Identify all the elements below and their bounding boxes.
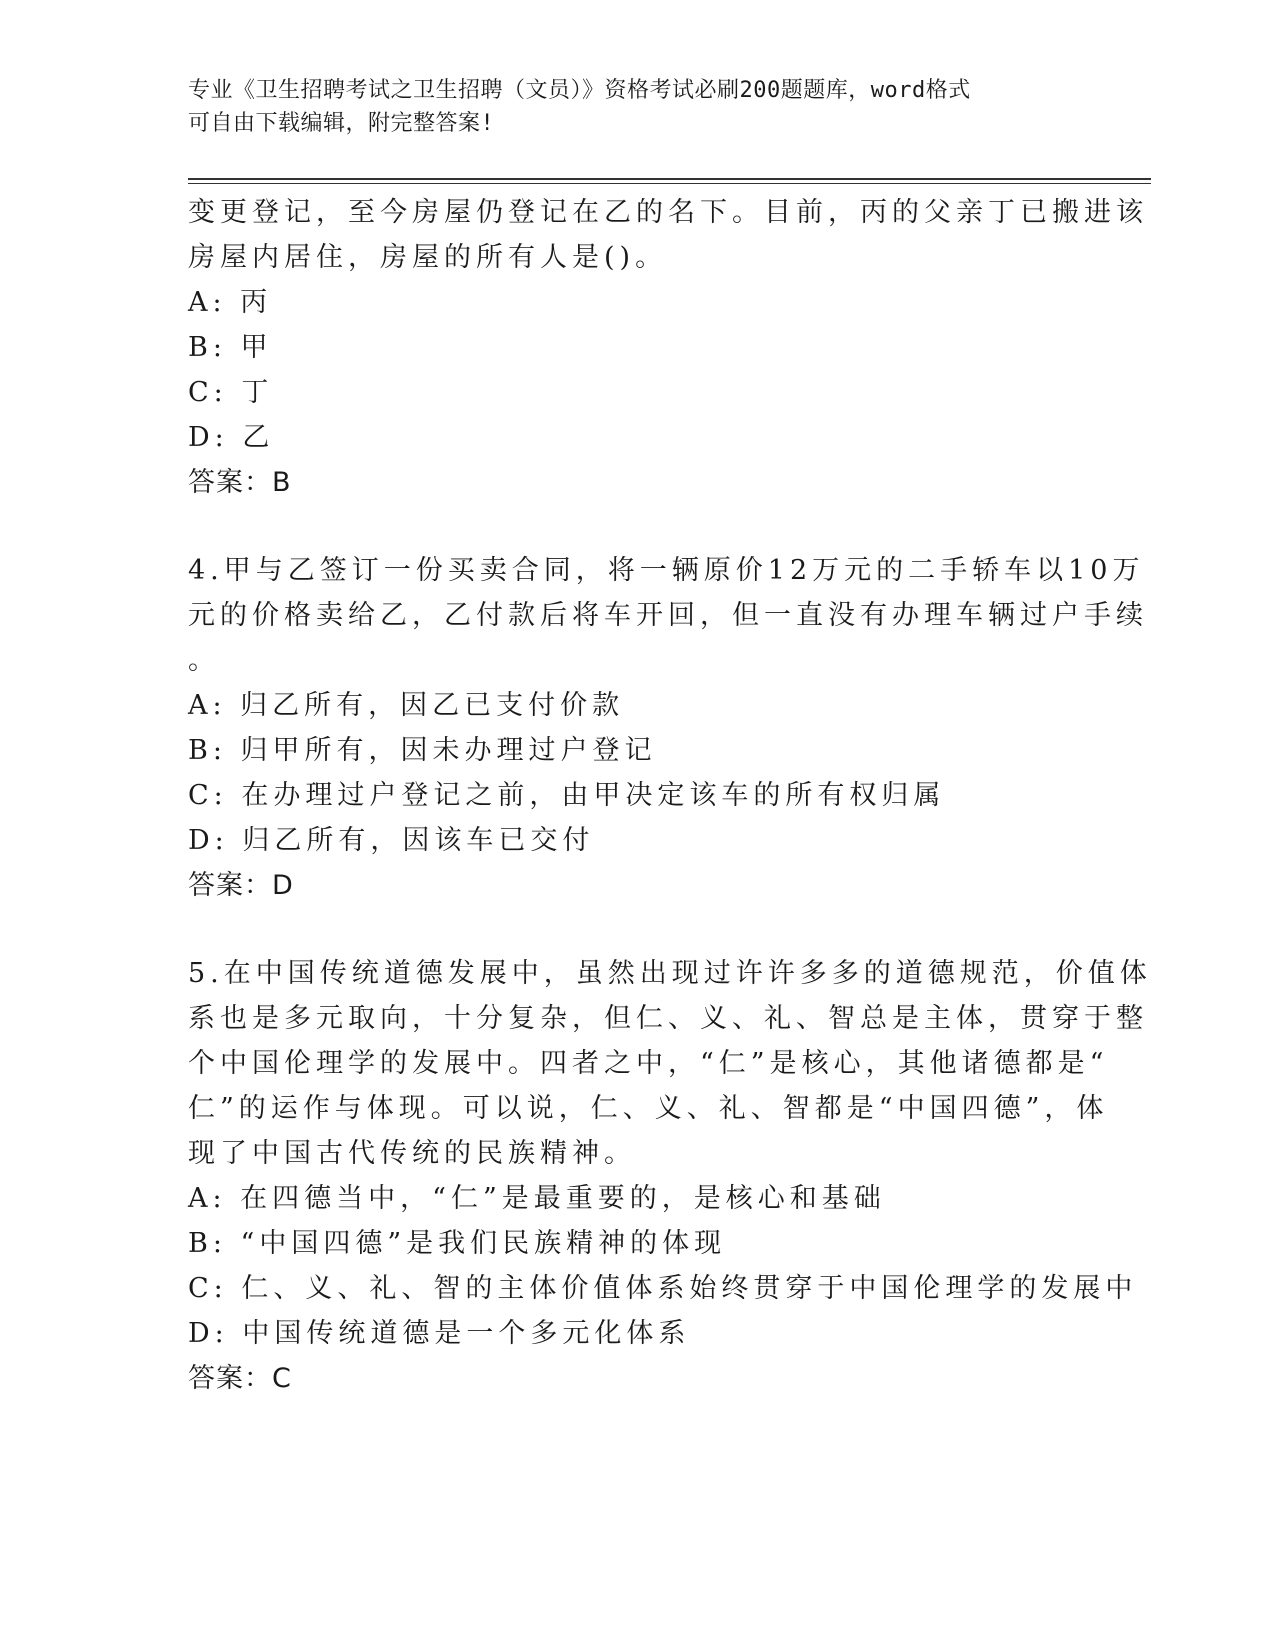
question-stem-line: 4.甲与乙签订一份买卖合同，将一辆原价12万元的二手轿车以10万	[188, 555, 1145, 586]
question-stem-line: 。	[188, 645, 220, 676]
question-5	[188, 951, 1152, 1401]
header-title-line-2: 可自由下载编辑，附完整答案!	[188, 111, 495, 136]
question-stem-line: 房屋内居住，房屋的所有人是()。	[188, 242, 668, 273]
option-b: B: 归甲所有，因未办理过户登记	[188, 735, 657, 766]
question-stem-line: 个中国伦理学的发展中。四者之中，“仁”是核心，其他诸德都是“	[188, 1048, 1109, 1079]
question-spacer	[188, 505, 1068, 548]
question-stem-line: 变更登记，至今房屋仍登记在乙的名下。目前，丙的父亲丁已搬进该	[188, 197, 1148, 228]
option-a: A: 归乙所有，因乙已支付价款	[188, 690, 625, 721]
question-stem-line: 5.在中国传统道德发展中，虽然出现过许许多多的道德规范，价值体	[188, 958, 1152, 989]
question-3	[188, 190, 1148, 505]
document-content	[188, 190, 1152, 1401]
answer-line: 答案：D	[188, 870, 294, 901]
answer-line: 答案：C	[188, 1363, 292, 1394]
option-d: D: 中国传统道德是一个多元化体系	[188, 1318, 691, 1349]
question-stem-line: 现了中国古代传统的民族精神。	[188, 1138, 636, 1169]
option-b: B: “中国四德”是我们民族精神的体现	[188, 1228, 727, 1259]
page-header	[188, 74, 1068, 140]
option-a: A: 丙	[188, 287, 273, 318]
question-stem-line: 元的价格卖给乙，乙付款后将车开回，但一直没有办理车辆过户手续	[188, 600, 1148, 631]
header-rule-thick	[188, 178, 1151, 180]
option-d: D: 归乙所有，因该车已交付	[188, 825, 595, 856]
question-spacer	[188, 908, 1068, 951]
header-title-line-1: 专业《卫生招聘考试之卫生招聘（文员）》资格考试必刷200题题库，word格式	[188, 78, 971, 103]
answer-line: 答案：B	[188, 467, 292, 498]
option-c: C: 在办理过户登记之前，由甲决定该车的所有权归属	[188, 780, 946, 811]
option-d: D: 乙	[188, 422, 275, 453]
question-stem-line: 系也是多元取向，十分复杂，但仁、义、礼、智总是主体，贯穿于整	[188, 1003, 1148, 1034]
question-4	[188, 548, 1148, 908]
question-stem-line: 仁”的运作与体现。可以说，仁、义、礼、智都是“中国四德”，体	[188, 1093, 1109, 1124]
option-a: A: 在四德当中，“仁”是最重要的，是核心和基础	[188, 1183, 886, 1214]
header-rule-thin	[188, 183, 1151, 184]
option-c: C: 仁、义、礼、智的主体价值体系始终贯穿于中国伦理学的发展中	[188, 1273, 1138, 1304]
option-c: C: 丁	[188, 377, 274, 408]
option-b: B: 甲	[188, 332, 273, 363]
